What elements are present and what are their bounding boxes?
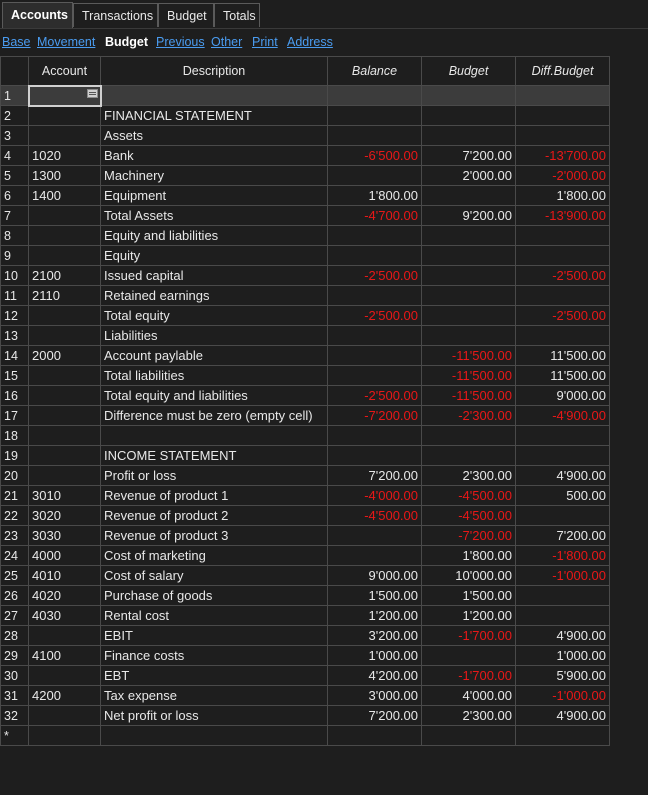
balance-cell[interactable]	[328, 106, 422, 126]
budget-cell[interactable]: -4'500.00	[422, 486, 516, 506]
account-cell[interactable]: 2100	[29, 266, 101, 286]
balance-cell[interactable]: 3'200.00	[328, 626, 422, 646]
cell-dropdown-icon[interactable]	[87, 89, 98, 98]
diff-budget-cell[interactable]: -1'000.00	[516, 686, 610, 706]
account-cell[interactable]	[29, 406, 101, 426]
row-number-cell: 28	[1, 626, 29, 646]
diff-budget-cell[interactable]: -4'900.00	[516, 406, 610, 426]
account-cell[interactable]	[29, 226, 101, 246]
description-cell[interactable]: Retained earnings	[101, 286, 328, 306]
table-row[interactable]	[1, 386, 610, 406]
table-row[interactable]	[1, 266, 610, 286]
budget-cell[interactable]	[422, 326, 516, 346]
budget-cell[interactable]: -1'700.00	[422, 666, 516, 686]
table-row[interactable]	[1, 206, 610, 226]
description-cell[interactable]: Equity	[101, 246, 328, 266]
budget-cell[interactable]: -11'500.00	[422, 346, 516, 366]
account-cell[interactable]	[29, 386, 101, 406]
table-row[interactable]	[1, 566, 610, 586]
tab-totals[interactable]: Totals	[214, 3, 260, 27]
budget-cell[interactable]: -2'300.00	[422, 406, 516, 426]
budget-cell[interactable]: 9'200.00	[422, 206, 516, 226]
row-number-cell: 18	[1, 426, 29, 446]
budget-cell[interactable]: 2'000.00	[422, 166, 516, 186]
table-row[interactable]	[1, 706, 610, 726]
account-cell[interactable]	[29, 426, 101, 446]
balance-cell[interactable]	[328, 366, 422, 386]
table-row[interactable]	[1, 526, 610, 546]
budget-cell[interactable]	[422, 646, 516, 666]
balance-cell[interactable]	[328, 726, 422, 746]
table-row[interactable]	[1, 606, 610, 626]
account-cell[interactable]: 4100	[29, 646, 101, 666]
diff-budget-cell[interactable]	[516, 586, 610, 606]
diff-budget-cell[interactable]	[516, 86, 610, 106]
account-cell[interactable]	[29, 86, 101, 106]
description-cell[interactable]: Purchase of goods	[101, 586, 328, 606]
account-cell[interactable]: 4200	[29, 686, 101, 706]
diff-budget-cell[interactable]: -2'000.00	[516, 166, 610, 186]
balance-cell[interactable]: 9'000.00	[328, 566, 422, 586]
budget-cell[interactable]: -4'500.00	[422, 506, 516, 526]
balance-cell[interactable]: 1'000.00	[328, 646, 422, 666]
description-cell[interactable]	[101, 726, 328, 746]
view-previous[interactable]: Previous	[156, 35, 205, 49]
diff-budget-cell[interactable]	[516, 326, 610, 346]
balance-cell[interactable]	[328, 166, 422, 186]
diff-budget-cell[interactable]	[516, 606, 610, 626]
account-cell[interactable]	[29, 666, 101, 686]
balance-cell[interactable]: 7'200.00	[328, 466, 422, 486]
row-number-cell: 7	[1, 206, 29, 226]
diff-budget-cell[interactable]: 11'500.00	[516, 346, 610, 366]
balance-cell[interactable]: 1'200.00	[328, 606, 422, 626]
table-row[interactable]	[1, 306, 610, 326]
balance-cell[interactable]: -4'000.00	[328, 486, 422, 506]
budget-cell[interactable]: 2'300.00	[422, 706, 516, 726]
col-header-rownum[interactable]	[1, 57, 29, 86]
description-cell[interactable]: Difference must be zero (empty cell)	[101, 406, 328, 426]
budget-cell[interactable]	[422, 446, 516, 466]
table-row[interactable]	[1, 466, 610, 486]
account-cell[interactable]: 1400	[29, 186, 101, 206]
row-number-cell: 25	[1, 566, 29, 586]
table-row[interactable]	[1, 346, 610, 366]
tab-budget[interactable]: Budget	[158, 3, 214, 27]
account-cell[interactable]	[29, 466, 101, 486]
row-number-cell: 30	[1, 666, 29, 686]
view-movement[interactable]: Movement	[37, 35, 96, 49]
account-cell[interactable]	[29, 246, 101, 266]
budget-cell[interactable]: -11'500.00	[422, 386, 516, 406]
balance-cell[interactable]	[328, 286, 422, 306]
account-cell[interactable]: 2110	[29, 286, 101, 306]
account-cell[interactable]: 1020	[29, 146, 101, 166]
description-cell[interactable]: Machinery	[101, 166, 328, 186]
diff-budget-cell[interactable]: 4'900.00	[516, 626, 610, 646]
budget-cell[interactable]	[422, 306, 516, 326]
table-row[interactable]	[1, 126, 610, 146]
balance-cell[interactable]	[328, 86, 422, 106]
row-number-cell: 4	[1, 146, 29, 166]
diff-budget-cell[interactable]: 9'000.00	[516, 386, 610, 406]
row-number-cell: 5	[1, 166, 29, 186]
description-cell[interactable]: Equipment	[101, 186, 328, 206]
row-number-cell: 1	[1, 86, 29, 106]
account-cell[interactable]	[29, 206, 101, 226]
account-cell[interactable]: 4020	[29, 586, 101, 606]
balance-cell[interactable]: 4'200.00	[328, 666, 422, 686]
view-print[interactable]: Print	[252, 35, 278, 49]
description-cell[interactable]: Tax expense	[101, 686, 328, 706]
row-number-cell: 31	[1, 686, 29, 706]
description-cell[interactable]: Revenue of product 1	[101, 486, 328, 506]
row-number-cell: 20	[1, 466, 29, 486]
diff-budget-cell[interactable]	[516, 726, 610, 746]
row-number-cell: 27	[1, 606, 29, 626]
account-cell[interactable]	[29, 306, 101, 326]
balance-cell[interactable]	[328, 446, 422, 466]
budget-cell[interactable]: 10'000.00	[422, 566, 516, 586]
budget-cell[interactable]: -7'200.00	[422, 526, 516, 546]
budget-cell[interactable]	[422, 226, 516, 246]
tab-accounts[interactable]: Accounts	[2, 2, 73, 28]
tab-bar	[0, 0, 648, 29]
diff-budget-cell[interactable]	[516, 226, 610, 246]
col-header-budget[interactable]: Budget	[422, 57, 516, 86]
budget-cell[interactable]: -11'500.00	[422, 366, 516, 386]
diff-budget-cell[interactable]: 7'200.00	[516, 526, 610, 546]
row-number-cell: 8	[1, 226, 29, 246]
diff-budget-cell[interactable]: 5'900.00	[516, 666, 610, 686]
row-number-cell: 16	[1, 386, 29, 406]
table-row[interactable]	[1, 146, 610, 166]
description-cell[interactable]: EBIT	[101, 626, 328, 646]
description-cell[interactable]: Total liabilities	[101, 366, 328, 386]
balance-cell[interactable]	[328, 426, 422, 446]
row-number-cell: 11	[1, 286, 29, 306]
row-number-cell: 32	[1, 706, 29, 726]
balance-cell[interactable]	[328, 126, 422, 146]
account-cell[interactable]: 3020	[29, 506, 101, 526]
description-cell[interactable]: Total equity and liabilities	[101, 386, 328, 406]
row-number-cell: 2	[1, 106, 29, 126]
description-cell[interactable]	[101, 86, 328, 106]
balance-cell[interactable]: -7'200.00	[328, 406, 422, 426]
budget-cell[interactable]	[422, 266, 516, 286]
tab-transactions[interactable]: Transactions	[73, 3, 158, 27]
row-number-cell: 22	[1, 506, 29, 526]
row-number-cell: 19	[1, 446, 29, 466]
diff-budget-cell[interactable]	[516, 506, 610, 526]
description-cell[interactable]: Account paylable	[101, 346, 328, 366]
row-number-cell: 3	[1, 126, 29, 146]
col-header-balance[interactable]: Balance	[328, 57, 422, 86]
row-number-cell: 13	[1, 326, 29, 346]
balance-cell[interactable]: -2'500.00	[328, 306, 422, 326]
table-row[interactable]	[1, 86, 610, 106]
row-number-cell: 23	[1, 526, 29, 546]
diff-budget-cell[interactable]: -13'900.00	[516, 206, 610, 226]
account-cell[interactable]: 4010	[29, 566, 101, 586]
diff-budget-cell[interactable]	[516, 246, 610, 266]
row-number-cell: 21	[1, 486, 29, 506]
view-budget[interactable]: Budget	[105, 35, 149, 49]
description-cell[interactable]: Issued capital	[101, 266, 328, 286]
table-row[interactable]	[1, 686, 610, 706]
description-cell[interactable]: Profit or loss	[101, 466, 328, 486]
diff-budget-cell[interactable]	[516, 286, 610, 306]
row-number-cell: *	[1, 726, 29, 746]
account-cell[interactable]	[29, 106, 101, 126]
diff-budget-cell[interactable]: 1'800.00	[516, 186, 610, 206]
diff-budget-cell[interactable]	[516, 106, 610, 126]
balance-cell[interactable]: -6'500.00	[328, 146, 422, 166]
description-cell[interactable]: Total Assets	[101, 206, 328, 226]
account-cell[interactable]: 3010	[29, 486, 101, 506]
table-row[interactable]	[1, 246, 610, 266]
budget-cell[interactable]	[422, 86, 516, 106]
budget-cell[interactable]	[422, 246, 516, 266]
budget-cell[interactable]	[422, 726, 516, 746]
row-number-cell: 24	[1, 546, 29, 566]
balance-cell[interactable]: -4'500.00	[328, 506, 422, 526]
col-header-diff-budget[interactable]: Diff.Budget	[516, 57, 610, 86]
col-header-description[interactable]: Description	[101, 57, 328, 86]
table-row[interactable]	[1, 666, 610, 686]
table-row[interactable]	[1, 646, 610, 666]
table-row[interactable]	[1, 446, 610, 466]
account-cell[interactable]	[29, 126, 101, 146]
account-cell[interactable]: 3030	[29, 526, 101, 546]
diff-budget-cell[interactable]: 4'900.00	[516, 466, 610, 486]
balance-cell[interactable]: -4'700.00	[328, 206, 422, 226]
table-row[interactable]	[1, 106, 610, 126]
balance-cell[interactable]: -2'500.00	[328, 386, 422, 406]
balance-cell[interactable]: -2'500.00	[328, 266, 422, 286]
table-row[interactable]	[1, 726, 610, 746]
balance-cell[interactable]	[328, 246, 422, 266]
description-cell[interactable]	[101, 426, 328, 446]
description-cell[interactable]: Cost of salary	[101, 566, 328, 586]
balance-cell[interactable]	[328, 526, 422, 546]
diff-budget-cell[interactable]: 500.00	[516, 486, 610, 506]
diff-budget-cell[interactable]: 1'000.00	[516, 646, 610, 666]
diff-budget-cell[interactable]: 11'500.00	[516, 366, 610, 386]
description-cell[interactable]: INCOME STATEMENT	[101, 446, 328, 466]
budget-cell[interactable]: 7'200.00	[422, 146, 516, 166]
diff-budget-cell[interactable]	[516, 126, 610, 146]
balance-cell[interactable]	[328, 326, 422, 346]
account-cell[interactable]	[29, 326, 101, 346]
balance-cell[interactable]: 1'800.00	[328, 186, 422, 206]
row-number-cell: 10	[1, 266, 29, 286]
table-row[interactable]	[1, 226, 610, 246]
description-cell[interactable]: Cost of marketing	[101, 546, 328, 566]
table-row[interactable]	[1, 186, 610, 206]
balance-cell[interactable]	[328, 346, 422, 366]
diff-budget-cell[interactable]	[516, 446, 610, 466]
table-row[interactable]	[1, 286, 610, 306]
diff-budget-cell[interactable]: 4'900.00	[516, 706, 610, 726]
diff-budget-cell[interactable]: -1'000.00	[516, 566, 610, 586]
budget-cell[interactable]	[422, 106, 516, 126]
row-number-cell: 9	[1, 246, 29, 266]
diff-budget-cell[interactable]: -13'700.00	[516, 146, 610, 166]
row-number-cell: 17	[1, 406, 29, 426]
account-cell[interactable]	[29, 366, 101, 386]
account-cell[interactable]: 2000	[29, 346, 101, 366]
budget-cell[interactable]	[422, 286, 516, 306]
account-cell[interactable]: 4000	[29, 546, 101, 566]
balance-cell[interactable]: 7'200.00	[328, 706, 422, 726]
description-cell[interactable]: Bank	[101, 146, 328, 166]
account-cell[interactable]	[29, 446, 101, 466]
diff-budget-cell[interactable]: -1'800.00	[516, 546, 610, 566]
budget-cell[interactable]: 1'800.00	[422, 546, 516, 566]
budget-cell[interactable]: -1'700.00	[422, 626, 516, 646]
description-cell[interactable]: Revenue of product 2	[101, 506, 328, 526]
table-row[interactable]	[1, 586, 610, 606]
account-cell[interactable]	[29, 706, 101, 726]
table-row[interactable]	[1, 546, 610, 566]
accounts-grid	[0, 56, 648, 795]
description-cell[interactable]: Finance costs	[101, 646, 328, 666]
description-cell[interactable]: Total equity	[101, 306, 328, 326]
account-cell[interactable]: 1300	[29, 166, 101, 186]
row-number-cell: 29	[1, 646, 29, 666]
budget-cell[interactable]	[422, 126, 516, 146]
budget-cell[interactable]: 4'000.00	[422, 686, 516, 706]
view-base[interactable]: Base	[2, 35, 31, 49]
budget-cell[interactable]	[422, 186, 516, 206]
diff-budget-cell[interactable]: -2'500.00	[516, 266, 610, 286]
table-row[interactable]	[1, 626, 610, 646]
table-row[interactable]	[1, 486, 610, 506]
description-cell[interactable]: Net profit or loss	[101, 706, 328, 726]
budget-cell[interactable]: 2'300.00	[422, 466, 516, 486]
description-cell[interactable]: Revenue of product 3	[101, 526, 328, 546]
table-row[interactable]	[1, 166, 610, 186]
budget-cell[interactable]	[422, 426, 516, 446]
description-cell[interactable]: Liabilities	[101, 326, 328, 346]
row-number-cell: 26	[1, 586, 29, 606]
balance-cell[interactable]	[328, 546, 422, 566]
description-cell[interactable]: FINANCIAL STATEMENT	[101, 106, 328, 126]
row-number-cell: 6	[1, 186, 29, 206]
col-header-account[interactable]: Account	[29, 57, 101, 86]
row-number-cell: 14	[1, 346, 29, 366]
balance-cell[interactable]	[328, 226, 422, 246]
diff-budget-cell[interactable]	[516, 426, 610, 446]
description-cell[interactable]: Assets	[101, 126, 328, 146]
description-cell[interactable]: EBT	[101, 666, 328, 686]
balance-cell[interactable]: 1'500.00	[328, 586, 422, 606]
table-row[interactable]	[1, 366, 610, 386]
table-row[interactable]	[1, 406, 610, 426]
budget-cell[interactable]: 1'200.00	[422, 606, 516, 626]
account-cell[interactable]	[29, 626, 101, 646]
row-number-cell: 15	[1, 366, 29, 386]
accounts-table	[0, 56, 610, 746]
description-cell[interactable]: Equity and liabilities	[101, 226, 328, 246]
table-row[interactable]	[1, 326, 610, 346]
view-other[interactable]: Other	[211, 35, 243, 49]
table-row[interactable]	[1, 506, 610, 526]
balance-cell[interactable]: 3'000.00	[328, 686, 422, 706]
budget-cell[interactable]: 1'500.00	[422, 586, 516, 606]
description-cell[interactable]: Rental cost	[101, 606, 328, 626]
row-number-cell: 12	[1, 306, 29, 326]
header-row	[1, 57, 610, 86]
table-row[interactable]	[1, 426, 610, 446]
account-cell[interactable]	[29, 726, 101, 746]
diff-budget-cell[interactable]: -2'500.00	[516, 306, 610, 326]
view-address[interactable]: Address	[287, 35, 333, 49]
account-cell[interactable]: 4030	[29, 606, 101, 626]
